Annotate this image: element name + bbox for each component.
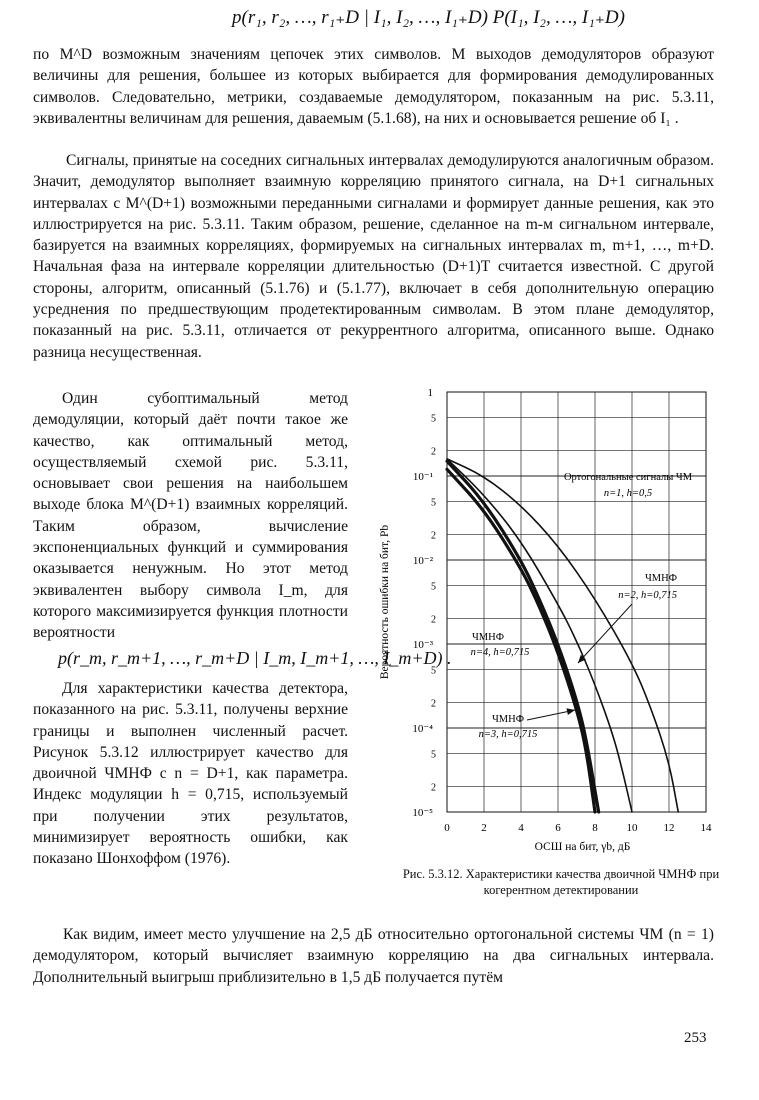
series-label-params: n=4, h=0,715 [470,647,530,658]
y-tick-label: 5 [431,665,436,677]
page-number: 253 [684,1030,707,1046]
label-leader-arrow [578,604,632,663]
x-tick-label: 10 [626,822,638,834]
arrow-head [566,708,575,715]
y-tick-label: 2 [431,446,436,458]
series-label-name: ЧМНФ [471,632,505,643]
y-tick-label: 5 [431,497,436,509]
plot-frame [447,392,706,812]
y-tick-label: 2 [431,530,436,542]
x-tick-label: 8 [592,822,598,834]
y-tick-label: 5 [431,581,436,593]
y-tick-label: 5 [431,749,436,761]
y-axis-label: Вероятность ошибки на бит, Pb [379,524,391,680]
y-tick-label: 5 [431,413,436,425]
y-tick-label: 10⁻³ [412,639,433,651]
paragraph-4: Для характеристики качества детектора, показанного на рис. 5.3.11, получены верхние границы и выполнен численный расчет. Рисунок 5.3.12 иллюстрирует качество для двоичной ЧМНФ с n = D+1, как параметра. Индекс модуляции h = 0,715, используемый при получении этих результатов, минимизирует вероятность ошибки, как показано Шонхоффом (1976). [33,680,348,868]
series-label-params: n=3, h=0,715 [478,729,538,740]
figure-5-3-12 [370,380,730,900]
y-tick-label: 10⁻⁵ [412,807,433,819]
paragraph-3: Один субоптимальный метод демодуляции, который даёт почти такое же качество, как оптимальный метод, осуществляемый схемой рис. 5.3.11, основывает свои решения на наибольшем выходе блока M^(D+1) взаимных корреляций. Таким образом, вычисление экспоненциальных функций и суммирования оказывается ненужным. Но этот метод эквивалентен выбору символа I_m, для которого максимизируется функция плотности вероятности [33,390,348,642]
x-tick-label: 4 [518,822,524,834]
x-tick-label: 12 [663,822,675,834]
series-label-params: n=1, h=0,5 [603,488,653,499]
x-tick-label: 6 [555,822,561,834]
ber-chart [370,380,730,900]
paragraph-1: по M^D возможным значениям цепочек этих символов. M выходов демодуляторов образуют величины для решения, большее из которых выбирается для формирования демодулированных символов. Следовательно, метрики, создаваемые демодулятором, показанным на рис. 5.3.11, эквивалентны величинам для решения, даваемым (5.1.68), на них и основывается решение об I₁ . [33,46,714,127]
formula-joint-probability: p(r₁, r₂, …, r₁₊D | I₁, I₂, …, I₁₊D) P(I₁, I₂, …, I₁₊D) [232,7,625,28]
formula-density: p(r_m, r_m+1, …, r_m+D | I_m, I_m+1, …, I_m+D) . [58,648,452,668]
series-label-name: ЧМНФ [644,573,677,584]
curve-cpfsk-n3 [447,461,599,812]
y-tick-label: 2 [431,782,436,794]
y-tick-label: 2 [431,698,436,710]
paragraph-5: Как видим, имеет место улучшение на 2,5 дБ относительно ортогональной системы ЧМ (n = 1) демодулятором, который вычисляет взаимную корреляцию на два сигнальных интервала. Дополнительный выигрыш приблизительно в 1,5 дБ получается путём [33,926,714,986]
y-tick-label: 10⁻¹ [412,471,433,483]
series-label-name: Ортогональные сигналы ЧМ [563,472,693,483]
y-tick-label: 10⁻² [412,555,433,567]
figure-caption: Рис. 5.3.12. Характеристики качества двоичной ЧМНФ при когерентном детектировании [402,867,720,897]
x-tick-label: 0 [444,822,450,834]
y-tick-label: 2 [431,614,436,626]
x-axis-label: ОСШ на бит, γb, дБ [534,841,631,853]
series-label-name: ЧМНФ [491,714,525,725]
paragraph-2: Сигналы, принятые на соседних сигнальных интервалах демодулируются аналогичным образом. Значит, демодулятор выполняет взаимную корреляцию принятого сигнала, на D+1 сигнальных интервалах с M^(D+1) возможными переданными сигналами и формирует данные решения, как это иллюстрируется на рис. 5.3.11. Таким образом, решение, сделанное на m-м сигнальном интервале, базируется на взаимных корреляциях, формируемых на сигнальных интервалах m, m+1, …, m+D. Начальная фаза на интервале корреляции длительностью (D+1)T считается известной. С другой стороны, алгоритм, описанный (5.1.76) и (5.1.77), включает в себя дополнительную операцию усреднения по предшествующим продетектированным символам. В этом плане демодулятор, показанный на рис. 5.3.11, отличается от рекуррентного алгоритма, описанного выше. Однако разница несущественная. [33,152,714,361]
y-tick-label: 1 [427,387,433,399]
x-tick-label: 2 [481,822,487,834]
series-label-params: n=2, h=0,715 [618,590,677,601]
x-tick-label: 14 [700,822,712,834]
y-tick-label: 10⁻⁴ [412,723,433,735]
